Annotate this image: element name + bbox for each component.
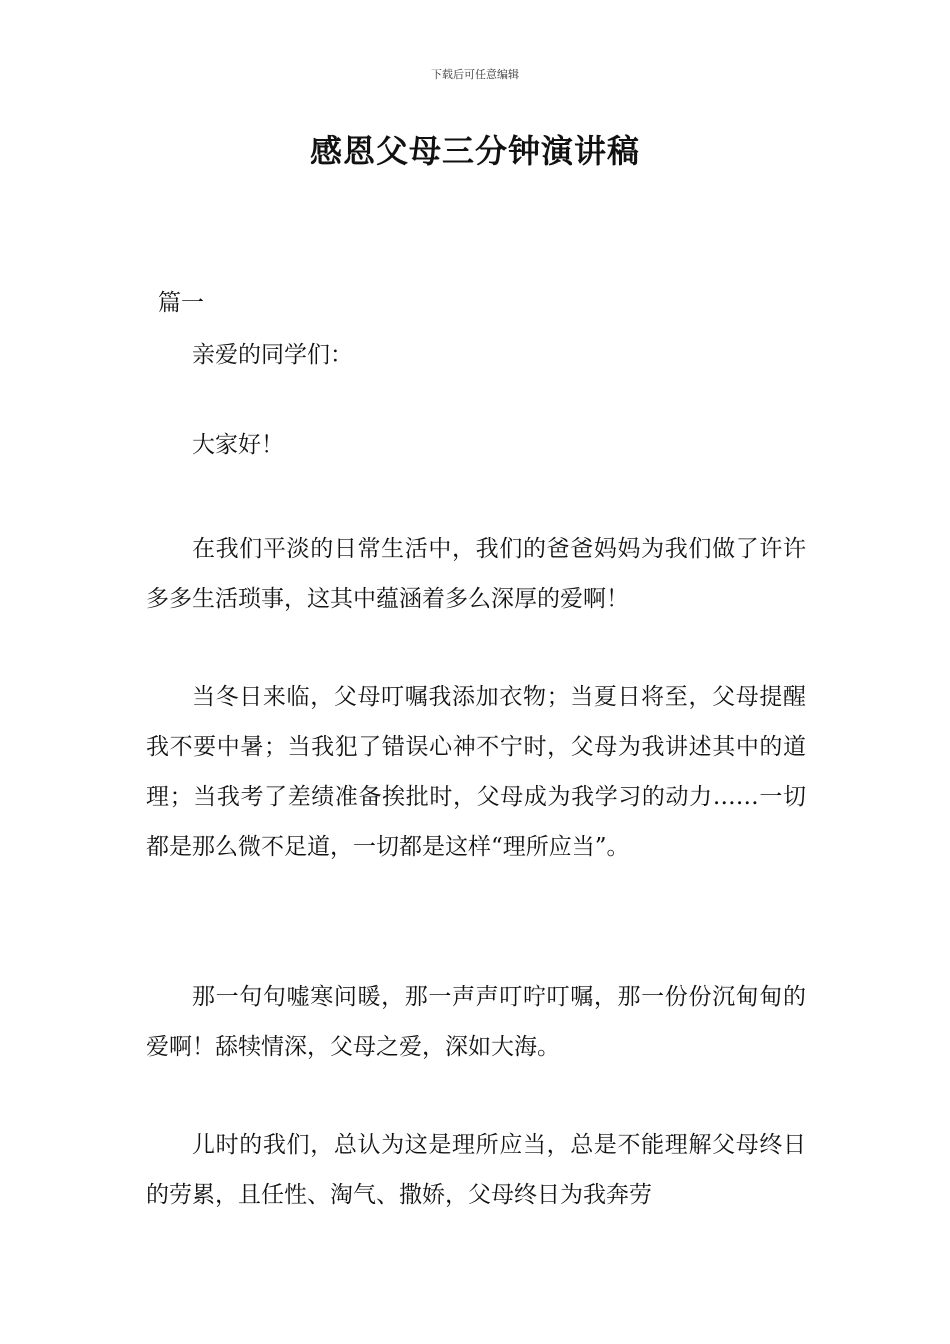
hello-paragraph: 大家好！ [192, 432, 284, 458]
page-header-note: 下载后可任意编辑 [431, 68, 519, 81]
greeting-paragraph: 亲爱的同学们： [192, 342, 353, 368]
body-paragraph-2: 当冬日来临，父母叮嘱我添加衣物；当夏日将至，父母提醒我不要中暑；当我犯了错误心神不宁时，父母为我讲述其中的道理；当我考了差绩准备挨批时，父母成为我学习的动力……一切都是那么微不足道，一切都是这样“理所应当”。 [146, 684, 806, 860]
body-paragraph-4: 儿时的我们，总认为这是理所应当，总是不能理解父母终日的劳累，且任性、淘气、撒娇，父母终日为我奔劳 [146, 1132, 806, 1208]
section-label: 篇一 [158, 290, 204, 316]
page-title: 感恩父母三分钟演讲稿 [309, 132, 640, 170]
body-paragraph-3: 那一句句嘘寒问暖，那一声声叮咛叮嘱，那一份份沉甸甸的爱啊！舔犊情深，父母之爱，深如大海。 [146, 984, 806, 1060]
body-paragraph-1: 在我们平淡的日常生活中，我们的爸爸妈妈为我们做了许许多多生活琐事，这其中蕴涵着多么深厚的爱啊！ [146, 536, 806, 612]
